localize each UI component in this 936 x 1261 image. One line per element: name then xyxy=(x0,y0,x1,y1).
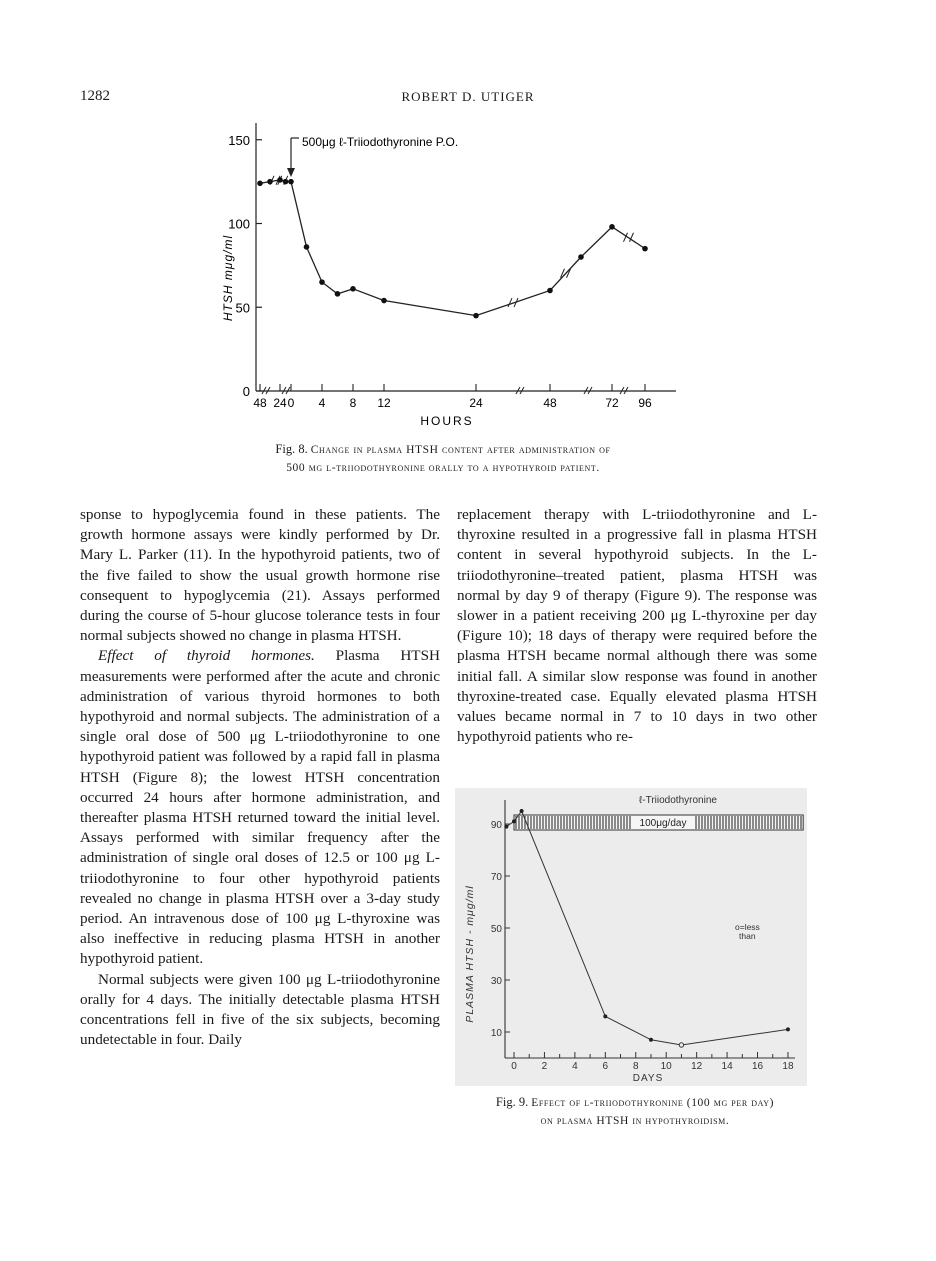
figure-9-data-point xyxy=(512,819,516,823)
figure-8-y-axis-label: HTSH mμg/ml xyxy=(221,234,235,322)
figure-8-data-point xyxy=(304,244,310,250)
figure-9-caption xyxy=(455,1094,815,1130)
paragraph: sponse to hypoglycemia found in these patients. The growth hormone assays were kindly performed by Dr. Mary L. Parker (11). In the hypothyroid patients, two of the five failed to show the usual growth hormone rise consequent to hypoglycemia (21). Assays performed during the course of 5-hour glucose tolerance tests in four normal subjects showed no change in plasma HTSH. xyxy=(80,506,440,645)
figure-8-data-point xyxy=(547,288,553,294)
figure-8-x-tick-label: 0 xyxy=(287,396,295,410)
figure-8-x-axis-label: HOURS xyxy=(420,414,474,428)
body-right-column xyxy=(457,505,817,747)
figure-8-x-tick-label: 8 xyxy=(349,396,357,410)
figure-9-y-tick-label: 70 xyxy=(490,872,502,883)
figure-8-x-tick-label: 72 xyxy=(605,396,619,410)
figure-9-x-tick-label: 0 xyxy=(511,1061,517,1072)
figure-9-data-point-less-than xyxy=(679,1043,683,1047)
figure-9-x-tick-label: 10 xyxy=(660,1061,672,1072)
figure-8-x-tick-label: 48 xyxy=(253,396,267,410)
figure-8-data-point xyxy=(578,254,584,260)
figure-9-y-tick-label: 10 xyxy=(490,1028,502,1039)
figure-9-x-tick-label: 14 xyxy=(721,1061,733,1072)
figure-8-y-tick-label: 50 xyxy=(235,300,250,316)
figure-8-caption-line-1: Change in plasma HTSH content after administration of xyxy=(310,444,611,456)
figure-8-data-point xyxy=(473,313,479,319)
running-head: ROBERT D. UTIGER xyxy=(401,89,535,104)
figure-8-x-tick-label: 96 xyxy=(638,396,652,410)
figure-9-y-tick-label: 30 xyxy=(490,976,502,987)
paragraph-text: Plasma HTSH measurements were performed after the acute and chronic administration of various thyroid hormones to both hypothyroid and normal subjects. The administration of a single oral dose of 500 μg L-triiodothyronine to one hypothyroid patient was followed by a rapid fall in plasma HTSH (Figure 8); the lowest HTSH concentration occurred 24 hours after hormone administration, and thereafter plasma HTSH returned toward the initial level. Assays performed with similar frequency after the administration of single oral doses of 12.5 or 100 μg L-triiodothyronine to four other hypothyroid patients revealed no change in plasma HTSH over a 3-day study period. An intravenous dose of 100 μg L-thyroxine was also ineffective in reducing plasma HTSH in another hypothyroid patient. xyxy=(80,647,440,968)
figure-8-y-tick-label: 150 xyxy=(228,132,250,148)
figure-8-x-tick-label: 24 xyxy=(469,396,483,410)
paragraph: Normal subjects were given 100 μg L-triiodothyronine orally for 4 days. The initially detectable plasma HTSH concentrations fell in five of the six subjects, becoming undetectable in four. Daily xyxy=(80,970,440,1049)
figure-9-label: Fig. 9. xyxy=(495,1095,529,1109)
figure-9-y-axis-label: PLASMA HTSH - mμg/ml xyxy=(464,885,476,1023)
figure-9-bar-dose-label: 100μg/day xyxy=(639,818,687,829)
figure-8-data-point xyxy=(609,224,615,230)
figure-8-label: Fig. 8. xyxy=(275,442,308,456)
figure-9-x-tick-label: 6 xyxy=(602,1061,609,1072)
figure-8-axes xyxy=(256,123,676,391)
figure-8-data-points xyxy=(257,177,648,318)
figure-8-data-point xyxy=(267,179,273,185)
figure-8-x-tick-label: 4 xyxy=(318,396,326,410)
figure-9-x-tick-label: 18 xyxy=(782,1061,794,1072)
figure-8-data-point xyxy=(277,177,283,183)
figure-8-series-line xyxy=(260,180,645,316)
section-heading: Effect of thyroid hormones. xyxy=(98,647,315,665)
figure-9-x-tick-label: 2 xyxy=(541,1061,548,1072)
figure-9-legend-line-2: than xyxy=(739,931,756,941)
figure-8-data-point xyxy=(335,291,341,297)
figure-8-data-point xyxy=(288,179,294,185)
figure-9-bar-title: ℓ-Triiodothyronine xyxy=(639,795,717,806)
figure-8-data-point xyxy=(283,179,289,185)
figure-8-x-tick-label: 12 xyxy=(377,396,391,410)
figure-9-data-point xyxy=(649,1038,653,1042)
figure-9-caption-line-1: Effect of l-triiodothyronine (100 μg per day) xyxy=(531,1097,775,1109)
body-left-column xyxy=(80,505,440,1050)
figure-9-x-tick-label: 16 xyxy=(751,1061,764,1072)
figure-9-data-point xyxy=(603,1014,607,1018)
figure-9-x-tick-label: 4 xyxy=(572,1061,578,1072)
figure-8-x-tick-label: 48 xyxy=(543,396,557,410)
figure-8-arrow-head xyxy=(287,168,295,177)
figure-9-chart xyxy=(455,788,807,1088)
figure-8-y-tick-label: 0 xyxy=(242,384,250,399)
paragraph xyxy=(80,646,440,969)
figure-8-data-point xyxy=(319,279,325,285)
figure-8-data-line xyxy=(260,176,645,316)
figure-9-y-tick-label: 90 xyxy=(490,820,502,831)
figure-9-x-tick-label: 8 xyxy=(632,1061,639,1072)
figure-8-data-point xyxy=(257,181,263,187)
figure-8-chart xyxy=(200,118,690,433)
figure-9-x-tick-label: 12 xyxy=(691,1061,703,1072)
figure-9-x-axis-label: DAYS xyxy=(632,1073,664,1084)
figure-8-x-tick-label: 24 xyxy=(273,396,287,410)
figure-9-y-tick-label: 50 xyxy=(490,924,502,935)
figure-9-treatment-bar xyxy=(514,815,803,830)
page-number: 1282 xyxy=(80,88,110,104)
paragraph: replacement therapy with L-triiodothyronine and L-thyroxine resulted in a progressive fall in plasma HTSH content in several hypothyroid subjects. In the L-triiodothyronine–treated patient, plasma HTSH was normal by day 9 of therapy (Figure 9). The response was slower in a patient receiving 200 μg L-thyroxine per day (Figure 10); 18 days of therapy were required before the plasma HTSH became normal although there was some initial fall. A similar slow response was found in another thyroxine-treated case. Equally elevated plasma HTSH values became normal in 7 to 10 days in two other hypothyroid patients who re- xyxy=(457,506,817,746)
figure-9-data-point xyxy=(504,825,508,829)
figure-9-data-point xyxy=(520,809,524,813)
figure-8-caption xyxy=(190,441,696,477)
figure-8-data-point xyxy=(350,286,356,292)
figure-9-legend-line-1: o=less xyxy=(735,922,760,932)
figure-8-y-tick-label: 100 xyxy=(228,216,250,232)
figure-8-annotation: 500μg ℓ-Triiodothyronine P.O. xyxy=(302,135,459,149)
figure-8-caption-line-2: 500 μg l-triiodothyronine orally to a hypothyroid patient. xyxy=(286,462,600,474)
figure-9-data-point xyxy=(786,1027,790,1031)
figure-9-caption-line-2: on plasma HTSH in hypothyroidism. xyxy=(540,1115,730,1127)
figure-8-data-point xyxy=(381,298,387,304)
figure-8-data-point xyxy=(642,246,648,252)
